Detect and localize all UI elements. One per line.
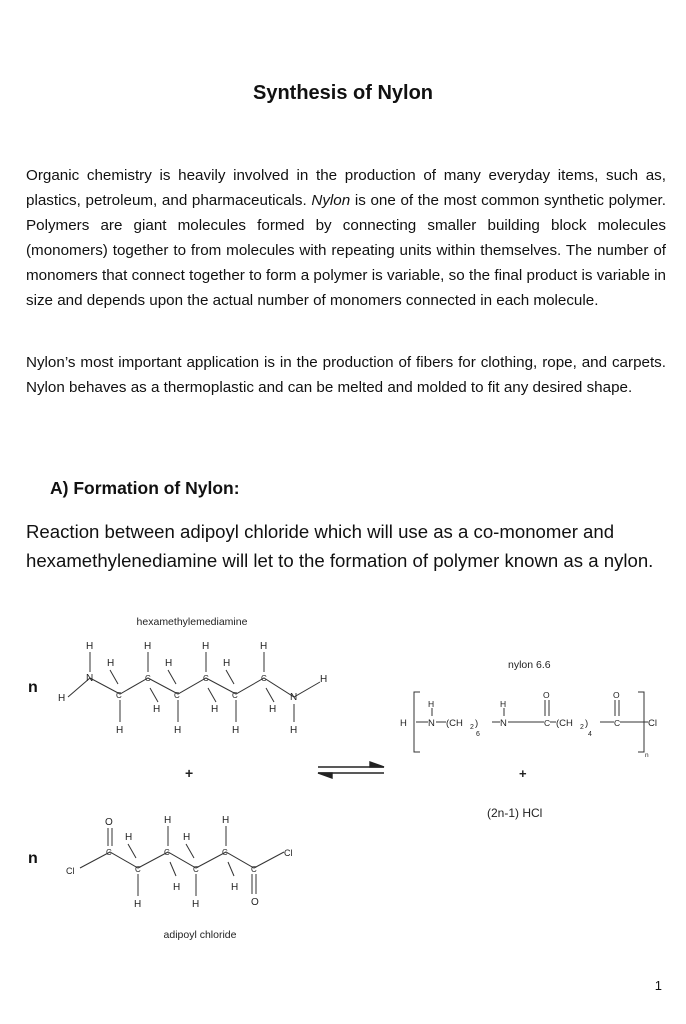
product-nh-h: H — [500, 699, 507, 709]
reaction-intro: Reaction between adipoyl chloride which will use as a co-monomer and hexamethylenediamine will let to the formation of polymer known as a nylon. — [26, 521, 654, 571]
atom-h: H — [192, 899, 200, 910]
atom-c: C — [135, 865, 141, 874]
atom-h: H — [183, 832, 191, 843]
atom-cl: Cl — [284, 848, 293, 858]
atom-h: H — [174, 725, 182, 736]
diacid-structure — [80, 826, 284, 896]
atom-cl: Cl — [66, 866, 75, 876]
atom-h: H — [202, 641, 210, 652]
product-close: ) — [475, 718, 479, 729]
product-h: H — [400, 718, 407, 729]
product-c: C — [614, 718, 621, 728]
atom-n: N — [290, 692, 298, 703]
plus-sign: + — [185, 765, 194, 781]
atom-h: H — [290, 725, 298, 736]
atom-h: H — [116, 725, 124, 736]
page-title: Synthesis of Nylon — [252, 82, 434, 104]
diamine-label: hexamethylemediamine — [136, 616, 248, 628]
atom-c: C — [145, 674, 151, 683]
product-n: N — [500, 718, 507, 729]
product-sub6: 6 — [476, 731, 480, 738]
reaction-scheme — [0, 600, 686, 950]
atom-o: O — [251, 897, 259, 908]
atom-c: C — [261, 674, 267, 683]
product-sub2: 2 — [580, 724, 584, 731]
atom-c: C — [193, 865, 199, 874]
atom-h: H — [173, 882, 181, 893]
atom-n: N — [86, 673, 94, 684]
atom-o: O — [105, 817, 113, 828]
product-n: N — [428, 718, 435, 729]
atom-h: H — [134, 899, 142, 910]
atom-h: H — [320, 674, 328, 685]
product-ch2: (CH — [556, 718, 573, 729]
product-o: O — [543, 690, 550, 700]
product-subn: n — [645, 752, 649, 759]
atom-h: H — [269, 704, 277, 715]
atom-h: H — [232, 725, 240, 736]
product-ch2: (CH — [446, 718, 463, 729]
atom-c: C — [116, 691, 122, 700]
paragraph-intro — [26, 163, 666, 313]
diacid-coefficient: n — [28, 850, 38, 867]
product-sub2: 2 — [470, 724, 474, 731]
product-sub4: 4 — [588, 731, 592, 738]
paragraph-intro-rest: is one of the most common synthetic polymer. Polymers are giant molecules formed by connecting smaller building block molecules (monomers) together to from molecules with repeating units within themselves. The number of monomers that connect together to form a polymer is variable, so the final product is variable in size and depends upon the actual number of monomers connected in each molecule. — [26, 192, 666, 309]
atom-h: H — [153, 704, 161, 715]
atom-c: C — [174, 691, 180, 700]
atom-c: C — [222, 848, 228, 857]
diamine-coefficient: n — [28, 679, 38, 696]
atom-h: H — [260, 641, 268, 652]
paragraph-intro-start: Organic chemistry is heavily involved in the production of many everyday items, such as, plastics, petroleum, and pharmaceuticals. — [26, 167, 666, 209]
section-heading: A) Formation of Nylon: — [50, 478, 240, 498]
product-label: nylon 6.6 — [508, 659, 551, 671]
atom-h: H — [107, 658, 115, 669]
atom-c: C — [232, 691, 238, 700]
atom-c: C — [251, 865, 257, 874]
paragraph-applications: Nylon’s most important application is in the production of fibers for clothing, rope, and carpets. Nylon behaves as a thermoplastic and can be melted and molded to fit any desired shape. — [26, 354, 666, 396]
atom-h: H — [222, 815, 230, 826]
product-o: O — [613, 690, 620, 700]
atom-c: C — [164, 848, 170, 857]
atom-h: H — [231, 882, 239, 893]
product-c: C — [544, 718, 551, 728]
product-plus: + — [519, 766, 527, 781]
product-close: ) — [585, 718, 589, 729]
byproduct-hcl: (2n-1) HCl — [487, 806, 543, 820]
diamine-atoms — [58, 641, 327, 736]
product-cl: Cl — [648, 718, 657, 729]
atom-c: C — [203, 674, 209, 683]
equilibrium-arrow — [318, 762, 384, 778]
atom-h: H — [86, 641, 94, 652]
atom-h: H — [165, 658, 173, 669]
atom-h: H — [144, 641, 152, 652]
atom-h: H — [58, 693, 66, 704]
atom-c: C — [106, 848, 112, 857]
product-nh-h: H — [428, 699, 435, 709]
diacid-atoms — [66, 815, 293, 910]
product-formula — [400, 690, 657, 759]
atom-h: H — [223, 658, 231, 669]
atom-h: H — [164, 815, 172, 826]
diacid-label: adipoyl chloride — [163, 929, 237, 941]
nylon-italic: Nylon — [311, 192, 351, 209]
diamine-structure — [68, 652, 320, 722]
atom-h: H — [211, 704, 219, 715]
atom-h: H — [125, 832, 133, 843]
page-number: 1 — [654, 978, 662, 993]
